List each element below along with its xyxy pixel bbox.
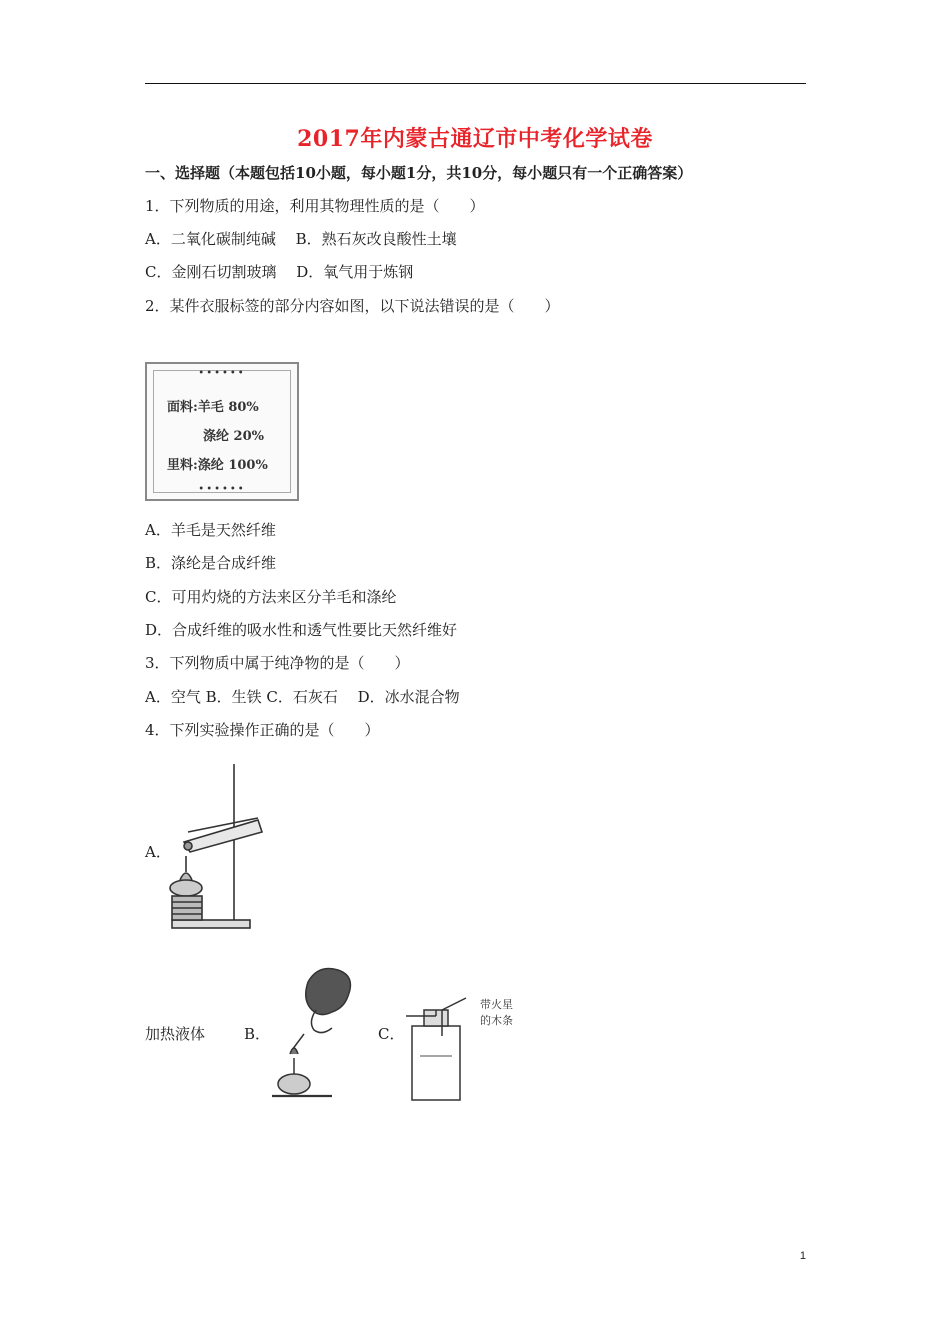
section-heading: 一、选择题（本题包括10小题，每小题1分，共10分，每小题只有一个正确答案）	[145, 164, 693, 182]
page-title: 2017年内蒙古通辽市中考化学试卷	[297, 126, 653, 152]
q4-option-c-label: C．	[378, 1025, 405, 1043]
figc-label-1: 带火星	[480, 998, 513, 1011]
q2-option-c: C．可用灼烧的方法来区分羊毛和涤纶	[145, 588, 397, 606]
q1-stem: 1．下列物质的用途，利用其物理性质的是（ ）	[145, 197, 485, 215]
q2-option-d: D．合成纤维的吸水性和透气性要比天然纤维好	[145, 621, 458, 639]
figc-label-2: 的木条	[480, 1014, 513, 1027]
heating-liquid-figure	[166, 760, 270, 938]
label-row-1: 面料:羊毛 80%	[167, 400, 259, 415]
header-rule	[145, 83, 806, 84]
page-number: 1	[799, 1250, 806, 1262]
q3-stem: 3．下列物质中属于纯净物的是（ ）	[145, 654, 410, 672]
q2-stem: 2．某件衣服标签的部分内容如图，以下说法错误的是（ ）	[145, 297, 560, 315]
blow-out-lamp-figure	[268, 962, 358, 1104]
q4-option-a-label: A．	[145, 843, 171, 861]
label-row-3: 里料:涤纶 100%	[167, 458, 268, 473]
q2-option-a: A．羊毛是天然纤维	[145, 521, 276, 539]
q4-option-a-caption: 加热液体	[145, 1025, 206, 1043]
q1-options-cd: C．金刚石切割玻璃 D．氧气用于炼钢	[145, 263, 414, 281]
q2-option-b: B．涤纶是合成纤维	[145, 554, 277, 572]
q3-options: A．空气 B．生铁 C．石灰石 D．冰水混合物	[145, 688, 460, 706]
q4-option-b-label: B．	[244, 1025, 271, 1043]
label-row-2: 涤纶 20%	[203, 429, 264, 444]
clothing-label-figure: •••••• 面料:羊毛 80% 涤纶 20% 里料:涤纶 100% ••••••	[145, 362, 299, 501]
oxygen-test-figure	[402, 996, 530, 1104]
q4-stem: 4．下列实验操作正确的是（ ）	[145, 721, 380, 739]
q1-options-ab: A．二氧化碳制纯碱 B．熟石灰改良酸性土壤	[145, 230, 457, 248]
